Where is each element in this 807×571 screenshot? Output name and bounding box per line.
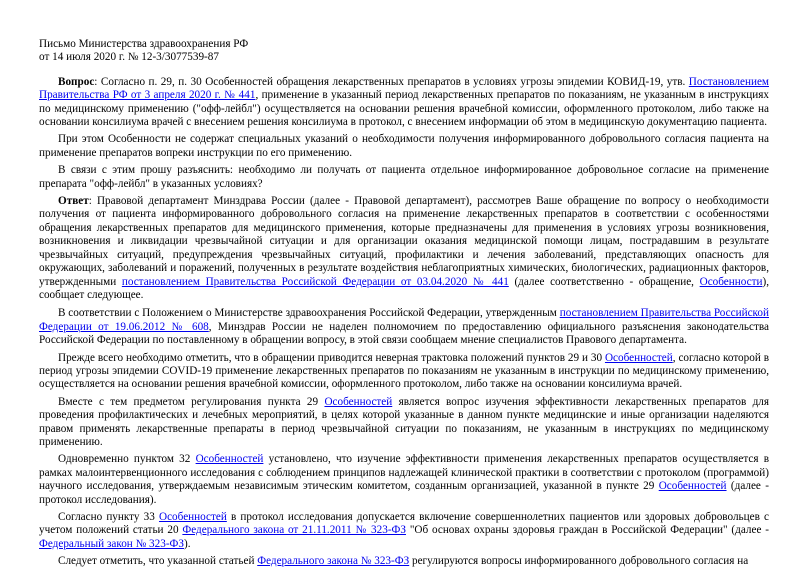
text-segment: ). <box>184 537 191 550</box>
link-osobennosti-2[interactable]: Особенностей <box>604 351 673 364</box>
text-segment: , согласно которой в период угрозы эпидемии COVID-19 применение лекарственных препаратов по показаниям не указанным в инструкции по медицинскому применению, осуществляется на основании решения врачебной комиссии, оформленного протоколом, либо также на основании консилиума врачей. <box>39 351 769 391</box>
text-segment: регулируются вопросы информированного добровольного согласия на <box>409 555 749 568</box>
paragraph-32 <box>39 453 769 507</box>
question-paragraph <box>39 76 769 130</box>
text-segment: (далее - протокол исследования). <box>39 480 769 506</box>
link-osobennosti-5[interactable]: Особенностей <box>658 480 727 493</box>
label-answer-paragraph: Ответ <box>58 195 89 208</box>
question-paragraph-3 <box>39 164 769 191</box>
text-segment: является вопрос изучения эффективности лекарственных препаратов для проведения профилактических и лечебных мероприятий, в целях которой указанные в данном пункте медицинские и иные организации наделяются правом применять лекарственные препараты в период чрезвычайной ситуации по показаниям, не указанным в инструкциях по медицинскому применению. <box>39 395 769 448</box>
paragraph-last <box>39 555 769 568</box>
paragraph-29-30 <box>39 352 769 392</box>
question-paragraph-2 <box>39 133 769 160</box>
text-segment: : Согласно п. 29, п. 30 Особенностей обращения лекарственных препаратов в условиях угрозы эпидемии КОВИД-19, утв. <box>94 75 689 88</box>
text-segment: Одновременно пунктом 32 <box>58 453 196 466</box>
link-postanovlenie-441-2[interactable]: постановлением Правительства Российской Федерации от 03.04.2020 № 441 <box>121 275 509 288</box>
text-segment: установлено, что изучение эффективности применения лекарственных препаратов осуществляется в рамках малоинтервенционного исследования с соблюдением принципов надлежащей клинической практики в соответствии с протоколом (программой) научного исследования, утверждаемым независимым этическим комитетом, созданным организацией, указанной в пункте 29 <box>39 453 770 493</box>
link-fz-323-short-2[interactable]: Федерального закона № 323-ФЗ <box>257 555 410 568</box>
text-segment: (далее соответственно - обращение, <box>508 275 700 288</box>
link-postanovlenie-441[interactable]: Постановлением Правительства РФ от 3 апреля 2020 г. № 441 <box>39 75 769 102</box>
link-fz-323[interactable]: Федерального закона от 21.11.2011 № 323-ФЗ <box>182 524 406 537</box>
text-segment: , применение в указанный период лекарственных препаратов по показаниям, не указанным в инструкциях по медицинскому применению ("офф-лейбл") осуществляется на основании решения врачебной комиссии, оформленного протоколом, либо также на основании консилиума врачей с внесением решения консилиума в протокол, с внесением информации об этом в медицинскую документацию пациента. <box>39 89 770 129</box>
label-question-paragraph: Вопрос <box>58 75 95 88</box>
paragraph-33 <box>39 511 769 551</box>
header-title: Письмо Министерства здравоохранения РФ <box>39 38 249 50</box>
link-osobennosti-1[interactable]: Особенности <box>699 275 763 288</box>
text-segment: В связи с этим прошу разъяснить: необходимо ли получать от пациента отдельное информированное добровольное согласие на применение препарата "офф-лейбл" в указанных условиях? <box>39 164 769 190</box>
link-postanovlenie-608[interactable]: постановлением Правительства Российской Федерации от 19.06.2012 № 608 <box>39 307 770 333</box>
text-segment: Следует отметить, что указанной статьей <box>58 555 258 568</box>
text-segment: Вместе с тем предметом регулирования пункта 29 <box>58 395 325 408</box>
link-osobennosti-3[interactable]: Особенностей <box>324 395 393 408</box>
text-segment: Прежде всего необходимо отметить, что в обращении приводится неверная трактовка положений пунктов 29 и 30 <box>58 351 605 364</box>
document-header <box>39 38 769 65</box>
paragraph-29 <box>39 396 769 450</box>
text-segment: ), сообщает следующее. <box>39 275 769 301</box>
link-osobennosti-6[interactable]: Особенностей <box>159 511 227 523</box>
paragraph-608 <box>39 307 769 347</box>
text-segment: При этом Особенности не содержат специальных указаний о необходимости получения информированного добровольного согласия пациента на применение препаратов вопреки инструкции по его применению. <box>39 133 769 159</box>
text-segment: , Минздрав России не наделен полномочием по предоставлению официального разъяснения законодательства Российской Федерации по поставленному в обращении вопросу, в этой связи сообщаем мнение специалистов Правового департамента. <box>39 320 769 347</box>
text-segment: : Правовой департамент Минздрава России (далее - Правовой департамент), рассмотрев Ваше обращение по вопросу о необходимости получения от пациента информированного добровольного согласия на применение лекарственных препаратов в соответствии с особенностями обращения лекарственных препаратов для медицинского применения, которые предназначены для применения в условиях угрозы возникновения, возникновения и ликвидации чрезвычайной ситуации и для организации оказания медицинской помощи лицам, пострадавшим в результате чрезвычайных ситуаций, предупреждения чрезвычайных ситуаций, профилактики и лечения заболеваний, представляющих опасность для окружающих, заболеваний и поражений, полученных в результате воздействия неблагоприятных химических, биологических, радиационных факторов, утвержденными <box>39 195 769 288</box>
answer-paragraph <box>39 195 769 302</box>
text-segment: Согласно пункту 33 <box>58 511 160 523</box>
text-segment: В соответствии с Положением о Министерстве здравоохранения Российской Федерации, утвержденным <box>58 307 560 320</box>
link-fz-323-short[interactable]: Федеральный закон № 323-ФЗ <box>39 537 184 550</box>
header-date-number: от 14 июля 2020 г. № 12-3/3077539-87 <box>39 51 219 64</box>
link-osobennosti-4[interactable]: Особенностей <box>195 453 264 466</box>
document-body <box>39 76 769 569</box>
text-segment: "Об основах охраны здоровья граждан в Российской Федерации" (далее - <box>405 524 769 537</box>
text-segment: в протокол исследования допускается включение совершеннолетних пациентов или здоровых добровольцев с учетом положений статьи 20 <box>39 511 769 537</box>
